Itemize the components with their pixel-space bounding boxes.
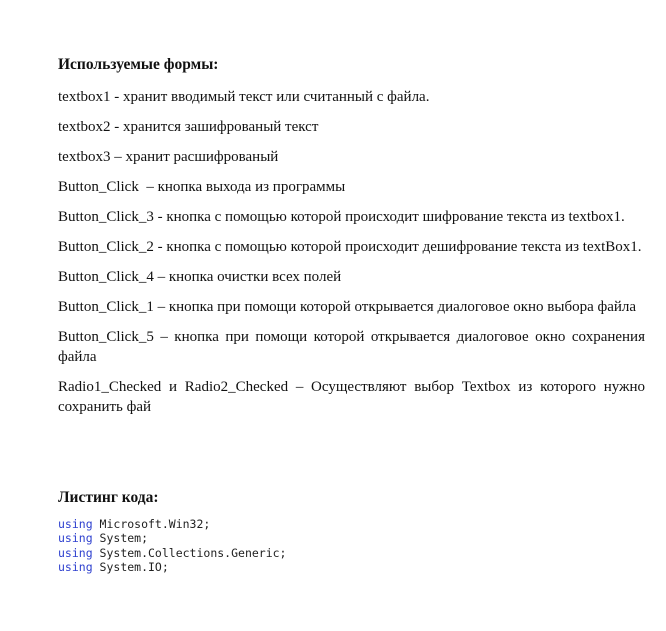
- form-description-textbox1: textbox1 - хранит вводимый текст или считанный с файла.: [58, 89, 430, 105]
- form-description-radio-checked: Radio1_Checked и Radio2_Checked – Осуществляют выбор Textbox из которого нужно сохранить фай: [58, 379, 645, 415]
- form-description-button-click: Button_Click – кнопка выхода из программы: [58, 179, 346, 195]
- form-description-textbox2: textbox2 - хранится зашифрованый текст: [58, 119, 319, 135]
- code-keyword: using: [58, 560, 93, 575]
- code-text: Microsoft.Win32;: [92, 517, 211, 531]
- code-text: System.Collections.Generic;: [92, 545, 287, 560]
- code-line: [58, 531, 645, 545]
- code-text: System.IO;: [92, 560, 169, 575]
- code-keyword: using: [58, 531, 93, 546]
- code-line: [58, 517, 645, 531]
- code-line: [58, 546, 645, 560]
- forms-section-heading: Используемые формы:: [58, 56, 219, 73]
- form-description-button-click-4: Button_Click_4 – кнопка очистки всех полей: [58, 269, 342, 285]
- form-description-textbox3: textbox3 – хранит расшифрованый: [58, 149, 279, 165]
- form-description-button-click-1: Button_Click_1 – кнопка при помощи которой открывается диалоговое окно выбора файла: [58, 299, 637, 315]
- code-line: [58, 560, 645, 574]
- code-listing-block: [58, 517, 645, 575]
- code-text: System;: [92, 531, 149, 546]
- code-listing-heading: Листинг кода:: [58, 489, 159, 506]
- code-keyword: using: [58, 545, 93, 560]
- form-description-button-click-5: Button_Click_5 – кнопка при помощи которой открывается диалоговое окно сохранения файла: [58, 329, 645, 365]
- form-description-button-click-3: Button_Click_3 - кнопка с помощью которой происходит шифрование текста из textbox1.: [58, 209, 625, 225]
- form-description-button-click-2: Button_Click_2 - кнопка с помощью которой происходит дешифрование текста из textBox1.: [58, 239, 642, 255]
- code-keyword: using: [58, 517, 93, 531]
